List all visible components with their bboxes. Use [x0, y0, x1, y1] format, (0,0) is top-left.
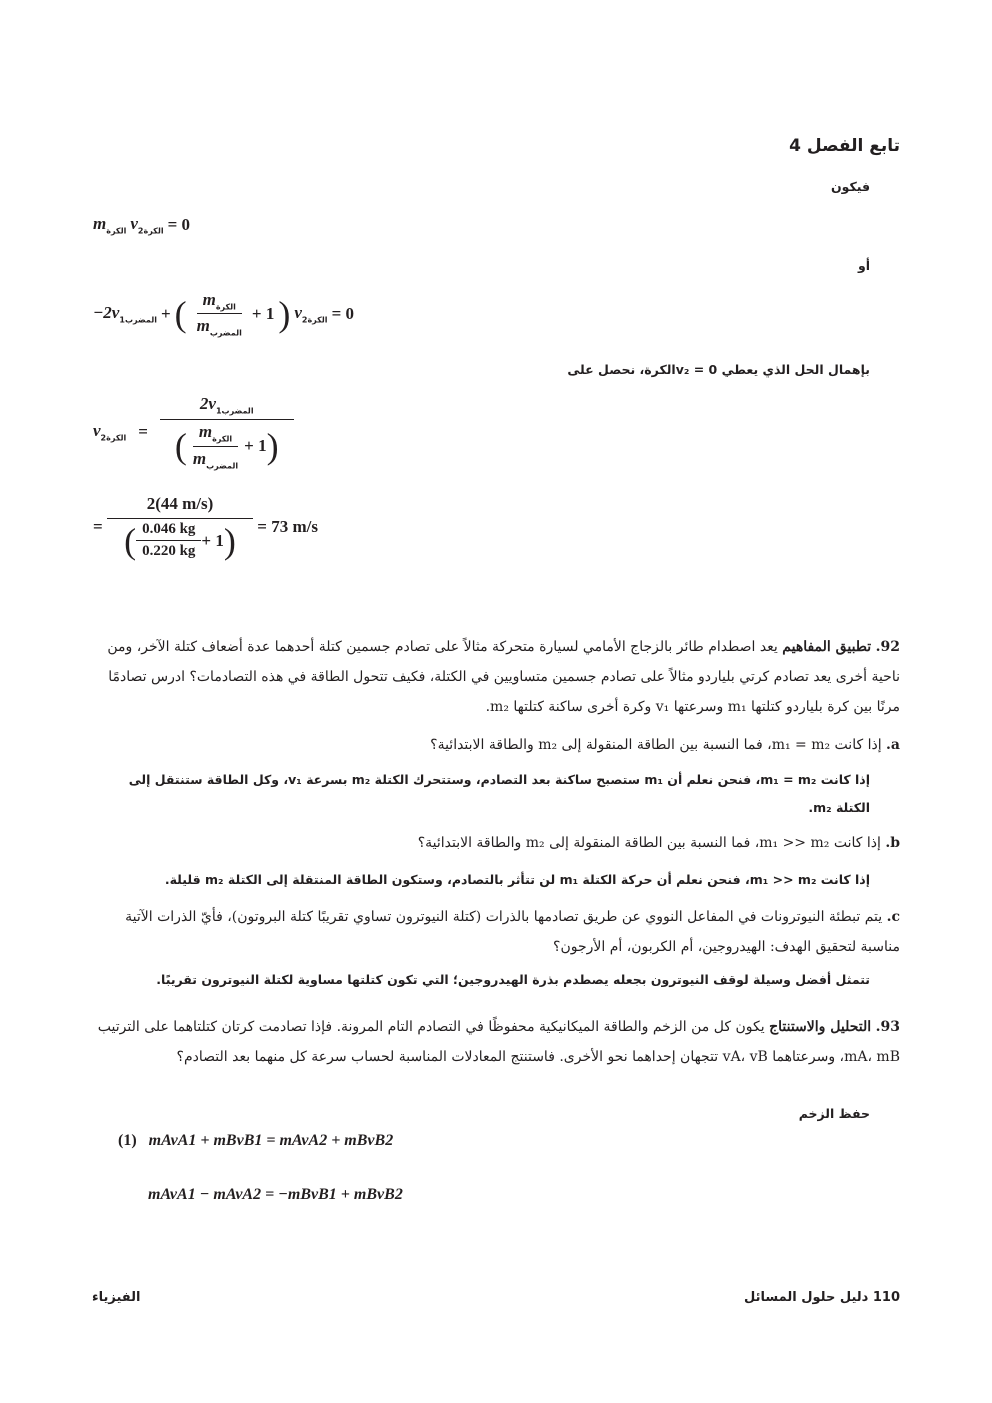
op: =: [138, 422, 148, 442]
sub: المضرب: [206, 461, 239, 471]
sub: الكرة: [212, 434, 233, 444]
answer-92c: تتمثل أفضل وسيلة لوقف النيوترون بجعله يصطدم بذرة الهيدروجين؛ التي تكون كتلتها مساوية لكتلة النيوترون تقريبًا.: [156, 972, 870, 987]
chapter-title: تابع الفصل 4: [789, 136, 900, 156]
op: + 1: [244, 436, 267, 456]
denominator: 0.220 kg: [142, 543, 196, 559]
question-number: 92.: [875, 639, 900, 655]
part-text: إذا كانت m₁ >> m₂، فما النسبة بين الطاقة المنقولة إلى m₂ والطاقة الابتدائية؟: [417, 835, 881, 851]
var: m: [192, 448, 207, 468]
op: =: [93, 517, 103, 536]
sub: المضرب: [209, 328, 242, 338]
momentum-equation-2: [148, 1186, 403, 1204]
sub: 2الكرة: [301, 315, 328, 325]
question-92: [92, 632, 900, 722]
equation-label: (1): [118, 1132, 137, 1149]
fraction: [136, 521, 201, 560]
equation-text: mAvA1 + mBvB1 = mAvA2 + mBvB2: [148, 1132, 394, 1149]
fraction: [187, 422, 244, 470]
result: = 73 m/s: [257, 517, 318, 536]
book-title: دليل حلول المسائل: [744, 1290, 869, 1305]
part-label: c.: [886, 909, 900, 925]
equation-text: mAvA1 − mAvA2 = −mBvB1 + mBvB2: [148, 1186, 403, 1203]
var: m: [196, 316, 210, 336]
footer-subject: الفيزياء: [92, 1290, 141, 1305]
sub: 2الكرة: [137, 226, 164, 236]
question-92a: [92, 730, 900, 760]
part-text: يتم تبطئة النيوترونات في المفاعل النووي عن طريق تصادمها بالذرات (كتلة النيوترون تساوي تقريبًا كتلة البروتون)، فأيّ الذرات الآتية مناسبة لتحقيق الهدف: الهيدروجين، أم الكربون، أم الأرجون؟: [125, 909, 900, 955]
part-text: إذا كانت m₁ = m₂، فما النسبة بين الطاقة المنقولة إلى m₂ والطاقة الابتدائية؟: [430, 737, 882, 753]
text-or: أو: [857, 258, 870, 273]
question-93: [92, 1012, 900, 1072]
op: + 1: [201, 530, 224, 550]
op: +: [160, 303, 171, 323]
var: m: [198, 422, 213, 442]
equation-2: [93, 290, 354, 338]
question-number: 93.: [875, 1019, 900, 1035]
paren: (: [174, 293, 187, 334]
fraction: [107, 494, 254, 560]
paren: (: [174, 426, 187, 467]
op: = 0: [167, 214, 191, 234]
fraction: [191, 290, 248, 338]
var: v: [130, 214, 138, 233]
question-text: يعد اصطدام طائر بالزجاج الأمامي لسيارة متحركة مثالاً على تصادم جسمين كتلة أحدهما عدة أضعاف كتلة الآخر، ومن ناحية أخرى يعد تصادم كرتي بلياردو مثالاً على تصادم جسمين متساويين في الكتلة، فكيف تتحول الطاقة في هذه التصادمات؟ ادرس تصادمًا مرنًا بين كرة بلياردو كتلتها m₁ وسرعتها v₁ وكرة أخرى ساكنة كتلتها m₂.: [107, 639, 900, 715]
page-number: 110: [872, 1290, 900, 1305]
equation-4: [93, 494, 318, 560]
question-title: التحليل والاستنتاج: [769, 1019, 872, 1035]
momentum-heading: حفظ الزخم: [798, 1106, 870, 1121]
fraction: [160, 394, 294, 470]
op: = 0: [331, 303, 354, 323]
numerator: 0.046 kg: [136, 521, 201, 541]
part-label: a.: [886, 737, 900, 753]
question-text: يكون كل من الزخم والطاقة الميكانيكية محفوظًا في التصادم التام المرونة. فإذا تصادمت كرتان كتلتاهما على الترتيب mA، mB، وسرعتاهما vA، vB تتجهان إحداهما نحو الأخرى. فاستنتج المعادلات المناسبة لحساب سرعة كل منهما بعد التصادم؟: [97, 1019, 900, 1065]
question-92c: [92, 902, 900, 962]
var: m: [93, 214, 107, 233]
equation-1: [93, 214, 190, 235]
paren: ): [266, 426, 279, 467]
question-title: تطبيق المفاهيم: [782, 639, 872, 655]
paren: (: [124, 520, 137, 561]
paren: ): [223, 520, 236, 561]
var: m: [202, 290, 216, 309]
equation-3: [93, 394, 294, 470]
numerator: 2(44 m/s): [107, 494, 254, 519]
sub: الكرة: [215, 302, 236, 312]
answer-92b: إذا كانت m₁ >> m₂، فنحن نعلم أن حركة الكتلة m₁ لن تتأثر بالتصادم، وستكون الطاقة المنتقلة إلى الكتلة m₂ قليلة.: [164, 872, 870, 887]
var: v: [93, 421, 101, 441]
text-neglect: بإهمال الحل الذي يعطي 0 = v₂الكرة، نحصل على: [567, 362, 870, 377]
part-label: b.: [885, 835, 900, 851]
text-then: فيكون: [830, 179, 870, 194]
sub: 1المضرب: [119, 315, 157, 325]
momentum-equation-1: [118, 1132, 393, 1150]
footer-book: [744, 1290, 900, 1305]
var: −2v: [93, 303, 120, 323]
answer-92a: إذا كانت m₁ = m₂، فنحن نعلم أن m₁ ستصبح ساكنة بعد التصادم، وستتحرك الكتلة m₂ بسرعة v₁، وكل الطاقة ستنتقل إلى الكتلة m₂.: [128, 772, 870, 815]
sub: 1المضرب: [215, 406, 254, 416]
op: + 1: [251, 303, 275, 323]
sub: 2الكرة: [100, 433, 127, 443]
var: 2v: [199, 394, 216, 413]
var: v: [294, 303, 302, 323]
paren: ): [278, 293, 291, 334]
question-92b: [92, 828, 900, 858]
sub: الكرة: [106, 226, 127, 236]
